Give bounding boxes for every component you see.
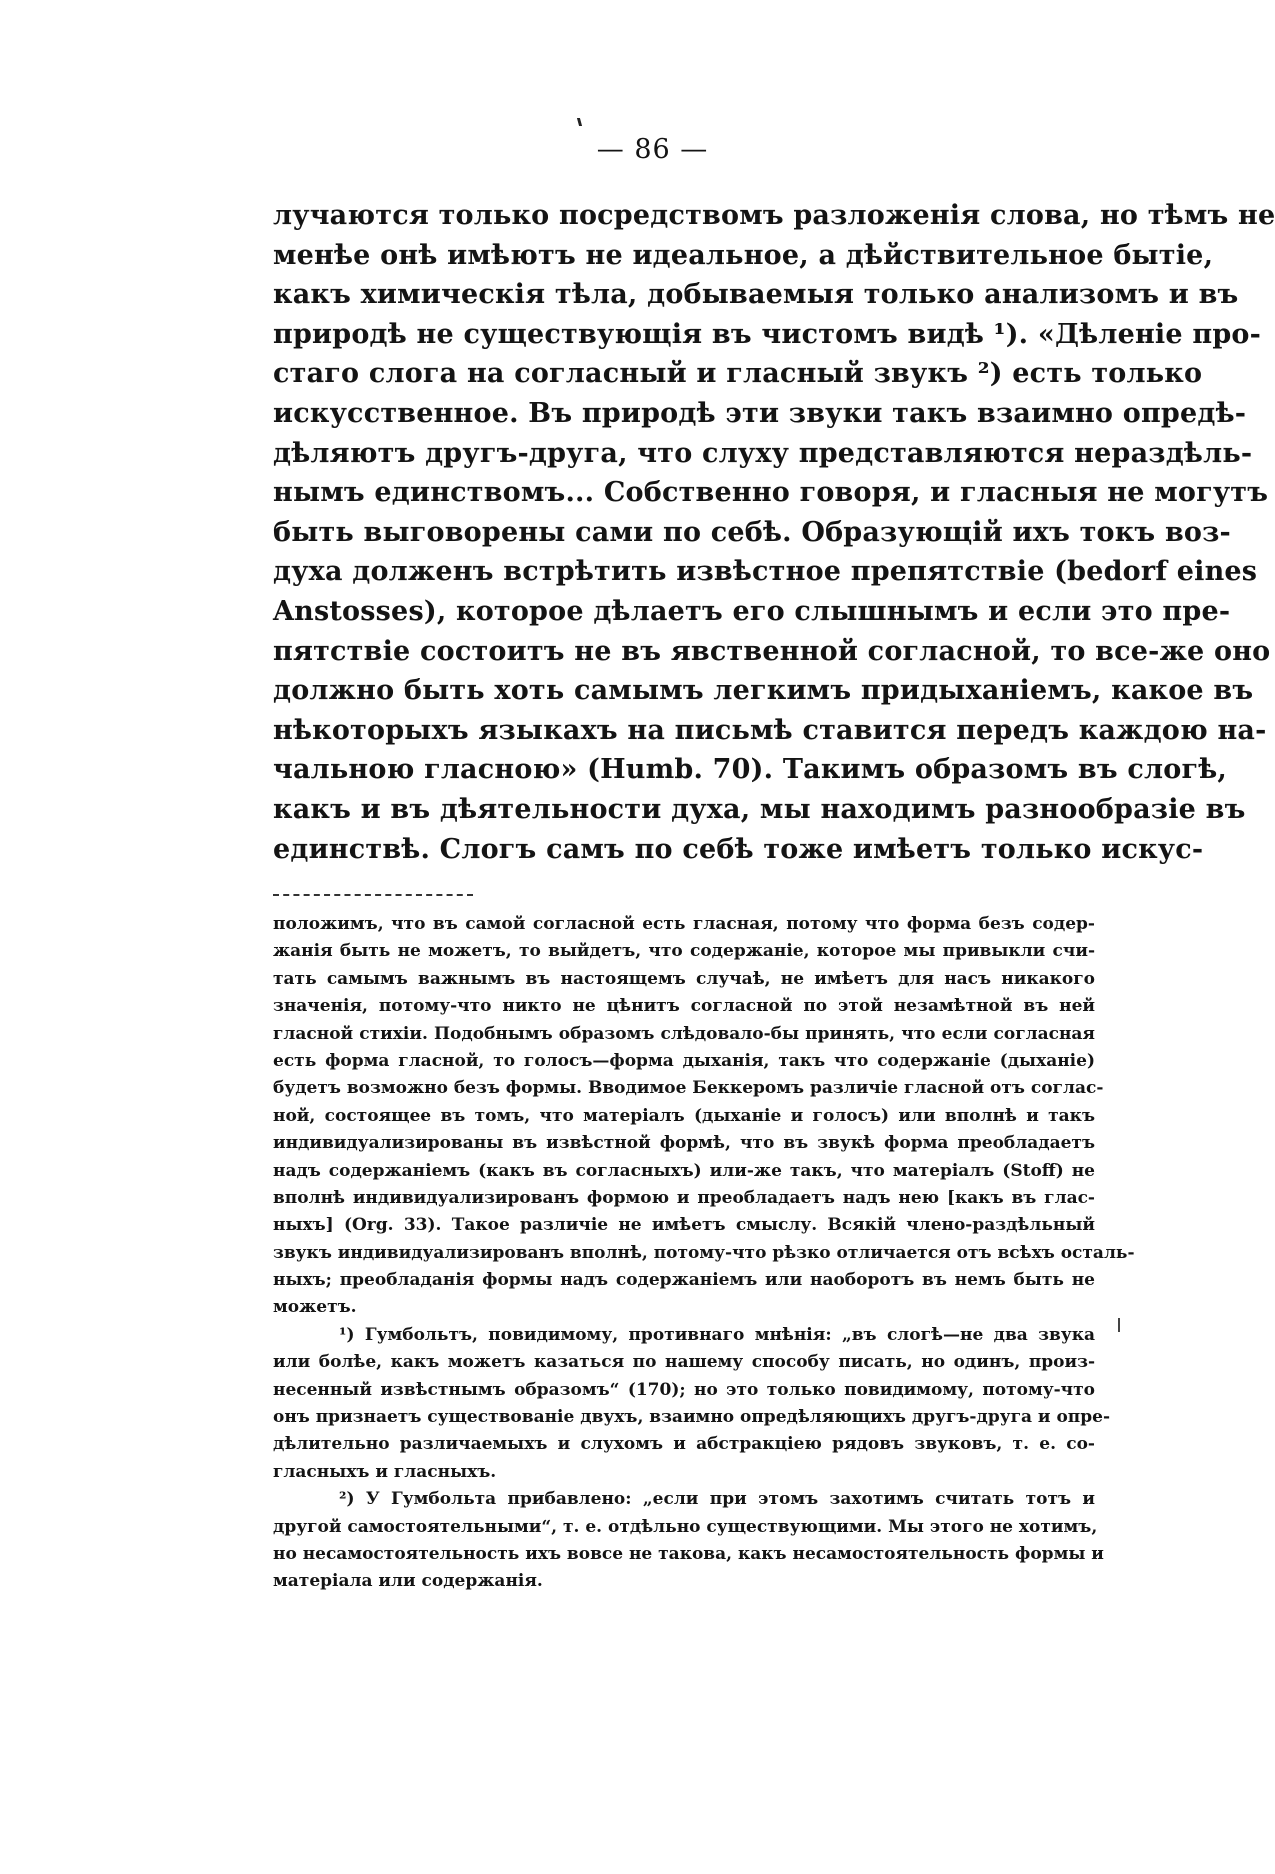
- footnote-line: матеріала или содержанія.: [273, 1571, 543, 1592]
- footnote-line: ²) У Гумбольта прибавлено: „если при этомъ захотимъ считать тотъ и: [339, 1489, 1095, 1510]
- main-text-line: нымъ единствомъ... Собственно говоря, и гласныя не могутъ: [273, 477, 1269, 509]
- footnote-1: [273, 1322, 1111, 1486]
- main-text-block: [273, 196, 1275, 869]
- footnote-line: дѣлительно различаемыхъ и слухомъ и абстракціею рядовъ звуковъ, т. е. со-: [273, 1434, 1095, 1455]
- footnote-line: жанія быть не можетъ, то выйдетъ, что содержаніе, которое мы привыкли счи-: [273, 941, 1095, 962]
- footnote-line: несенный извѣстнымъ образомъ“ (170); но это только повидимому, потому-что: [273, 1379, 1095, 1400]
- footnote-line: но несамостоятельность ихъ вовсе не такова, какъ несамостоятельность формы и: [273, 1543, 1104, 1564]
- footnote-line: есть форма гласной, то голосъ—форма дыханія, такъ что содержаніе (дыханіе): [273, 1050, 1095, 1071]
- main-text-line: пятствіе состоитъ не въ явственной согласной, то все-же оно: [273, 635, 1271, 667]
- page-number: — 86 —: [596, 134, 709, 165]
- main-text-line: нѣкоторыхъ языкахъ на письмѣ ставится передъ каждою на-: [273, 714, 1267, 746]
- main-text-line: стаго слога на согласный и гласный звукъ ²) есть только: [273, 358, 1203, 390]
- footnote-line: тать самымъ важнымъ въ настоящемъ случаѣ, не имѣетъ для насъ никакого: [273, 968, 1095, 989]
- footnote-line: онъ признаетъ существованіе двухъ, взаимно опредѣляющихъ другъ-друга и опре-: [273, 1407, 1111, 1428]
- main-text-line: какъ химическія тѣла, добываемыя только анализомъ и въ: [273, 279, 1239, 311]
- footnote-separator: [273, 894, 473, 896]
- footnote-line: ной, состоящее въ томъ, что матеріалъ (дыханіе и голосъ) или вполнѣ и такъ: [273, 1105, 1095, 1126]
- footnote-line: ¹) Гумбольтъ, повидимому, противнаго мнѣнія: „въ слогѣ—не два звука: [339, 1324, 1095, 1345]
- footnote-2: [273, 1486, 1104, 1596]
- main-text-line: дѣляютъ другъ-друга, что слуху представляются нераздѣль-: [273, 437, 1253, 469]
- footnote-line: гласныхъ и гласныхъ.: [273, 1461, 497, 1482]
- footnote-line: ныхъ; преобладанія формы надъ содержаніемъ или наоборотъ въ немъ быть не: [273, 1270, 1095, 1291]
- footnote-line: гласной стихіи. Подобнымъ образомъ слѣдовало-бы принять, что если согласная: [273, 1023, 1095, 1044]
- footnote-continuation: [273, 911, 1135, 1322]
- main-text-line: чальною гласною» (Humb. 70). Такимъ образомъ въ слогѣ,: [273, 754, 1227, 786]
- footnote-line: или болѣе, какъ можетъ казаться по нашему способу писать, но одинъ, произ-: [273, 1352, 1095, 1373]
- footnote-line: надъ содержаніемъ (какъ въ согласныхъ) или-же такъ, что матеріалъ (Stoff) не: [273, 1160, 1095, 1181]
- main-text-line: лучаются только посредствомъ разложенія слова, но тѣмъ не: [273, 200, 1275, 231]
- main-text-line: какъ и въ дѣятельности духа, мы находимъ разнообразіе въ: [273, 793, 1246, 825]
- main-text-line: искусственное. Въ природѣ эти звуки такъ взаимно опредѣ-: [273, 397, 1247, 429]
- main-text-line: должно быть хоть самымъ легкимъ придыханіемъ, какое въ: [273, 675, 1254, 707]
- stray-ink-mark: [577, 118, 582, 126]
- footnote-line: другой самостоятельными“, т. е. отдѣльно существующими. Мы этого не хотимъ,: [273, 1516, 1098, 1537]
- main-text-line: Anstosses), которое дѣлаетъ его слышнымъ и если это пре-: [273, 595, 1231, 627]
- footnote-line: положимъ, что въ самой согласной есть гласная, потому что форма безъ содер-: [273, 914, 1095, 934]
- margin-mark: [1118, 1318, 1120, 1332]
- footnote-line: будетъ возможно безъ формы. Вводимое Беккеромъ различіе гласной отъ соглас-: [273, 1078, 1104, 1099]
- main-text-line: природѣ не существующія въ чистомъ видѣ ¹). «Дѣленіе про-: [273, 318, 1262, 350]
- footnote-line: индивидуализированы въ извѣстной формѣ, что въ звукѣ форма преобладаетъ: [273, 1133, 1095, 1154]
- main-text-line: быть выговорены сами по себѣ. Образующій ихъ токъ воз-: [273, 516, 1231, 548]
- main-text-line: единствѣ. Слогъ самъ по себѣ тоже имѣетъ только искус-: [273, 833, 1204, 865]
- footnote-line: можетъ.: [273, 1297, 357, 1318]
- main-text-line: менѣе онѣ имѣютъ не идеальное, а дѣйствительное бытіе,: [273, 239, 1214, 271]
- footnote-line: ныхъ] (Org. 33). Такое различіе не имѣетъ смыслу. Всякій члено-раздѣльный: [273, 1215, 1095, 1236]
- main-text-line: духа долженъ встрѣтить извѣстное препятствіе (bedorf eines: [273, 556, 1258, 588]
- footnote-line: значенія, потому-что никто не цѣнитъ согласной по этой незамѣтной въ ней: [273, 996, 1095, 1017]
- footnotes-block: [273, 911, 1135, 1596]
- footnote-line: вполнѣ индивидуализированъ формою и преобладаетъ надъ нею [какъ въ глас-: [273, 1187, 1095, 1208]
- footnote-line: звукъ индивидуализированъ вполнѣ, потому-что рѣзко отличается отъ всѣхъ осталь-: [273, 1242, 1135, 1263]
